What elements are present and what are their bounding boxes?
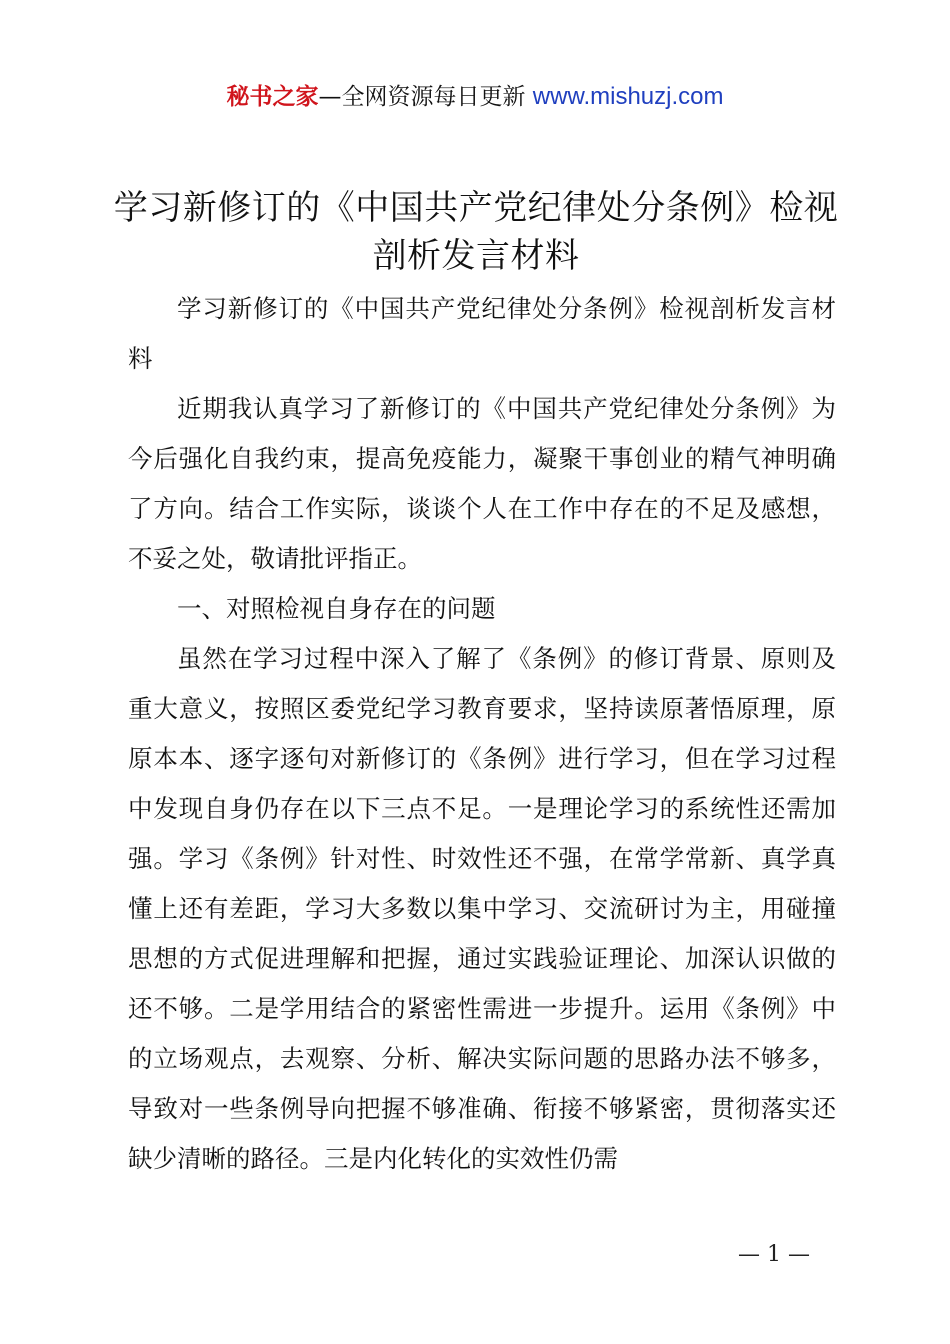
document-body bbox=[128, 284, 836, 1184]
page-number: — 1 — bbox=[738, 1242, 810, 1267]
section-heading: 一、对照检视自身存在的问题 bbox=[177, 594, 496, 623]
document-title: 学习新修订的《中国共产党纪律处分条例》检视剖析发言材料 bbox=[113, 188, 839, 276]
body-paragraph-problems: 虽然在学习过程中深入了解了《条例》的修订背景、原则及重大意义，按照区委党纪学习教育要求，坚持读原著悟原理，原原本本、逐字逐句对新修订的《条例》进行学习，但在学习过程中发现自身仍存在以下三点不足。一是理论学习的系统性还需加强。学习《条例》针对性、时效性还不强，在常学常新、真学真懂上还有差距，学习大多数以集中学习、交流研讨为主，用碰撞思想的方式促进理解和把握，通过实践验证理论、加深认识做的还不够。二是学用结合的紧密性需进一步提升。运用《条例》中的立场观点，去观察、分析、解决实际问题的思路办法不够多，导致对一些条例导向把握不够准确、衔接不够紧密，贯彻落实还缺少清晰的路径。三是内化转化的实效性仍需 bbox=[128, 644, 836, 1173]
site-brand: 秘书之家 bbox=[226, 84, 319, 110]
site-url-link[interactable]: www.mishuzj.com bbox=[532, 83, 724, 110]
site-header bbox=[0, 80, 950, 114]
site-tagline: —全网资源每日更新 bbox=[318, 84, 533, 110]
body-paragraph-subtitle: 学习新修订的《中国共产党纪律处分条例》检视剖析发言材料 bbox=[128, 294, 836, 373]
body-paragraph-intro: 近期我认真学习了新修订的《中国共产党纪律处分条例》为今后强化自我约束，提高免疫能力，凝聚干事创业的精气神明确了方向。结合工作实际，谈谈个人在工作中存在的不足及感想，不妥之处，敬请批评指正。 bbox=[128, 394, 836, 573]
